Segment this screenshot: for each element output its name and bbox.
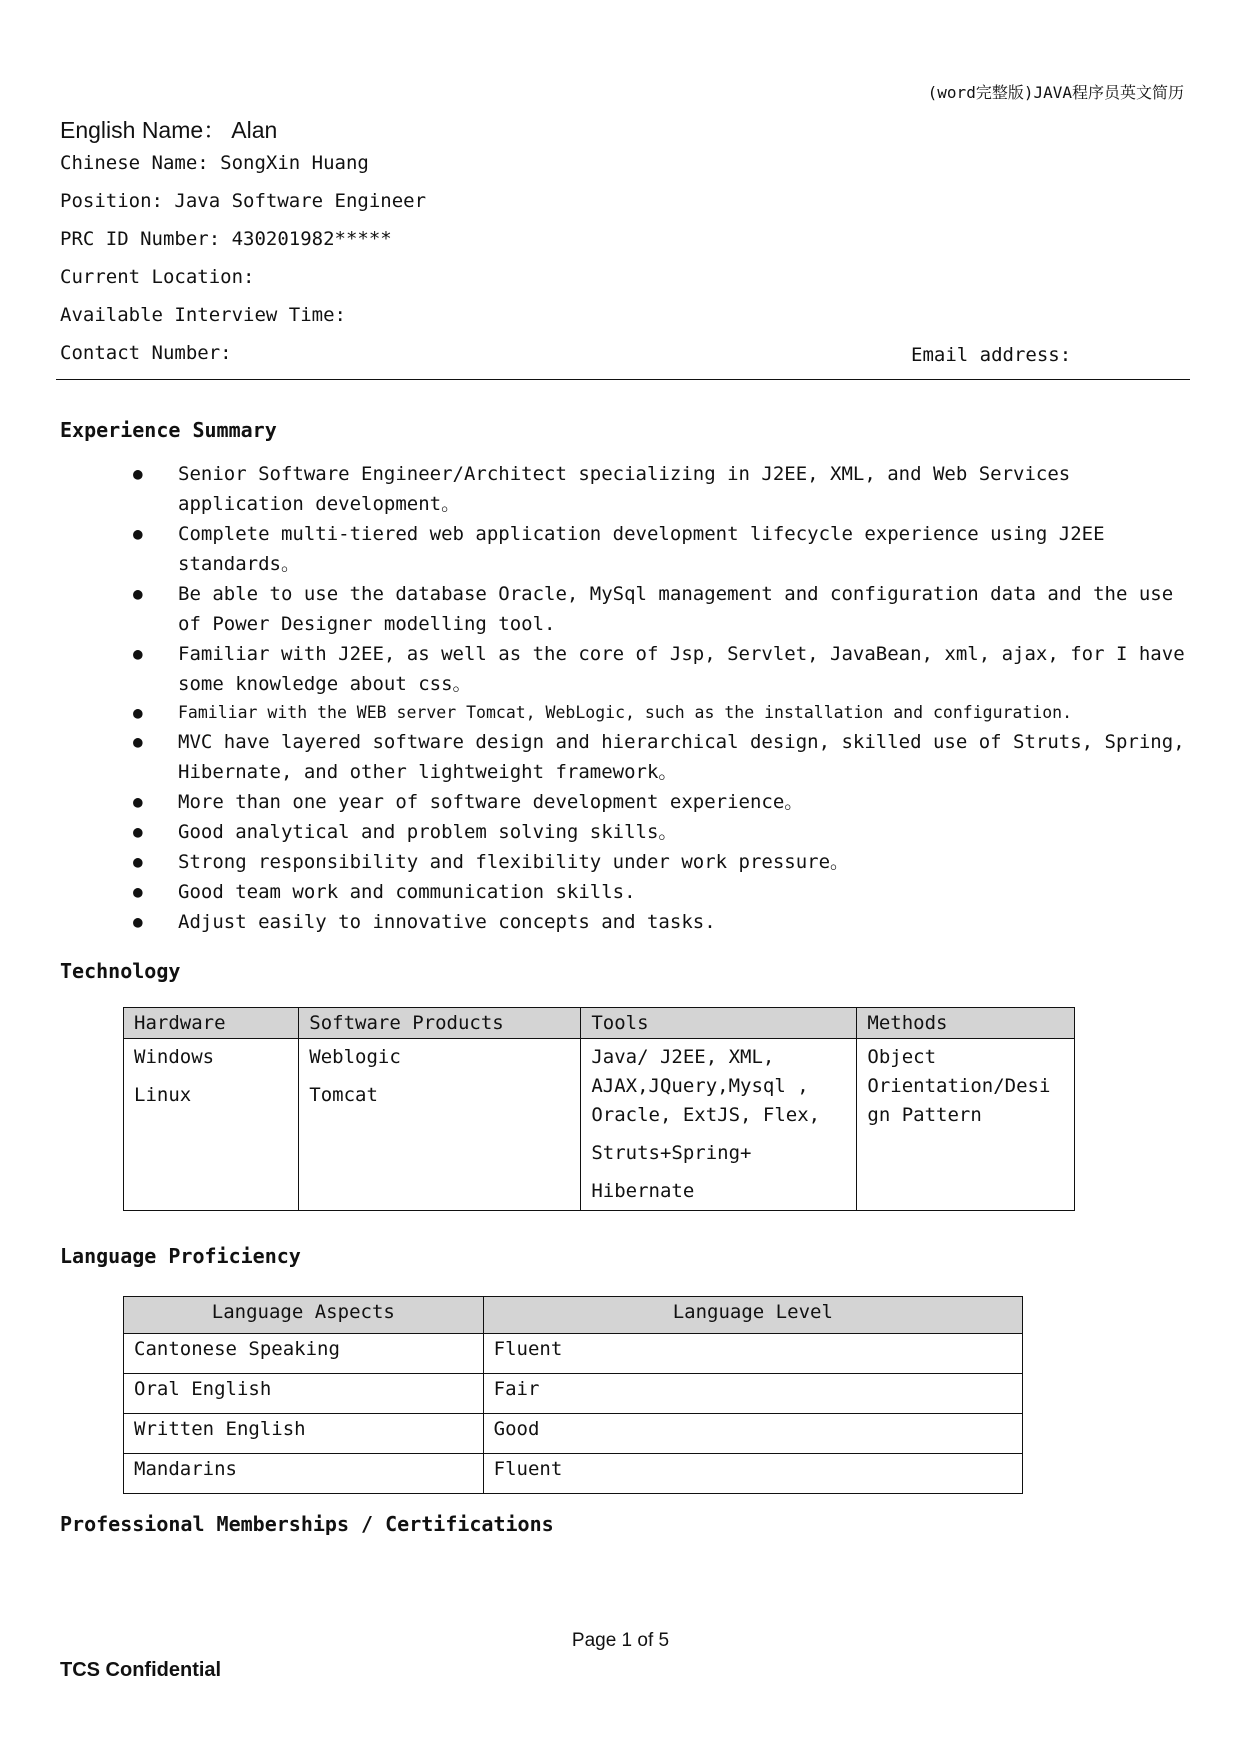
english-name: English Name： Alan: [60, 117, 278, 143]
language-level-cell: Fair: [483, 1374, 1022, 1414]
email-address: Email address:: [911, 344, 1072, 366]
table-header-row: [124, 1008, 1075, 1039]
bullet-icon: ●: [133, 464, 143, 483]
list-item: ● Adjust easily to innovative concepts and tasks.: [133, 907, 1193, 937]
table-row: [124, 1374, 1023, 1414]
bullet-icon: ●: [133, 703, 143, 722]
table-row: [124, 1454, 1023, 1494]
language-aspect-cell: Mandarins: [124, 1454, 484, 1494]
bullet-icon: ●: [133, 882, 143, 901]
column-header: Language Aspects: [124, 1297, 484, 1334]
language-proficiency-heading: Language Proficiency: [60, 1244, 301, 1268]
bullet-icon: ●: [133, 732, 143, 751]
contact-number: Contact Number:: [60, 342, 232, 364]
bullet-icon: ●: [133, 822, 143, 841]
bullet-icon: ●: [133, 912, 143, 931]
list-item: ● Familiar with the WEB server Tomcat, WebLogic, such as the installation and configuration.: [133, 699, 1193, 727]
list-item: ● Good team work and communication skills.: [133, 877, 1193, 907]
column-header: Hardware: [124, 1008, 299, 1039]
bullet-icon: ●: [133, 644, 143, 663]
list-item: ● More than one year of software development experience。: [133, 787, 1193, 817]
language-level-cell: Fluent: [483, 1454, 1022, 1494]
technology-table: [123, 1007, 1075, 1211]
header-divider: [56, 379, 1190, 380]
tools-cell: Java/ J2EE, XML, AJAX,JQuery,Mysql , Oracle, ExtJS, Flex, Struts+Spring+ Hibernate: [581, 1039, 857, 1211]
table-header-row: [124, 1297, 1023, 1334]
current-location: Current Location:: [60, 266, 255, 288]
technology-heading: Technology: [60, 959, 181, 983]
experience-summary-heading: Experience Summary: [60, 418, 277, 442]
list-item: ● Familiar with J2EE, as well as the core of Jsp, Servlet, JavaBean, xml, ajax, for I have some knowledge about css。: [133, 639, 1193, 699]
page-number: Page 1 of 5: [571, 1630, 670, 1651]
prc-id-number: PRC ID Number: 430201982*****: [60, 228, 392, 250]
chinese-name: Chinese Name: SongXin Huang: [60, 152, 369, 174]
interview-time: Available Interview Time:: [60, 304, 346, 326]
bullet-icon: ●: [133, 524, 143, 543]
document-header-note: (word完整版)JAVA程序员英文简历: [927, 83, 1184, 102]
list-item: ● Good analytical and problem solving skills。: [133, 817, 1193, 847]
table-row: [124, 1039, 1075, 1211]
table-row: [124, 1334, 1023, 1374]
list-item: ● Senior Software Engineer/Architect specializing in J2EE, XML, and Web Services application development。: [133, 459, 1193, 519]
methods-cell: Object Orientation/Desi gn Pattern: [857, 1039, 1075, 1211]
column-header: Software Products: [299, 1008, 581, 1039]
hardware-cell: Windows Linux: [124, 1039, 299, 1211]
column-header: Language Level: [483, 1297, 1022, 1334]
memberships-heading: Professional Memberships / Certifications: [60, 1512, 554, 1536]
language-level-cell: Fluent: [483, 1334, 1022, 1374]
software-cell: Weblogic Tomcat: [299, 1039, 581, 1211]
language-level-cell: Good: [483, 1414, 1022, 1454]
confidential-footer: TCS Confidential: [60, 1659, 222, 1681]
list-item: ● Complete multi-tiered web application development lifecycle experience using J2EE standards。: [133, 519, 1193, 579]
language-aspect-cell: Oral English: [124, 1374, 484, 1414]
language-aspect-cell: Written English: [124, 1414, 484, 1454]
bullet-icon: ●: [133, 584, 143, 603]
table-row: [124, 1414, 1023, 1454]
bullet-icon: ●: [133, 792, 143, 811]
language-table: [123, 1296, 1023, 1494]
list-item: ● MVC have layered software design and hierarchical design, skilled use of Struts, Spring, Hibernate, and other lightweight framework。: [133, 727, 1193, 787]
bullet-icon: ●: [133, 852, 143, 871]
list-item: ● Be able to use the database Oracle, MySql management and configuration data and the use of Power Designer modelling tool.: [133, 579, 1193, 639]
column-header: Tools: [581, 1008, 857, 1039]
experience-list: [133, 459, 1193, 937]
position: Position: Java Software Engineer: [60, 190, 427, 212]
column-header: Methods: [857, 1008, 1075, 1039]
list-item: ● Strong responsibility and flexibility under work pressure。: [133, 847, 1193, 877]
language-aspect-cell: Cantonese Speaking: [124, 1334, 484, 1374]
